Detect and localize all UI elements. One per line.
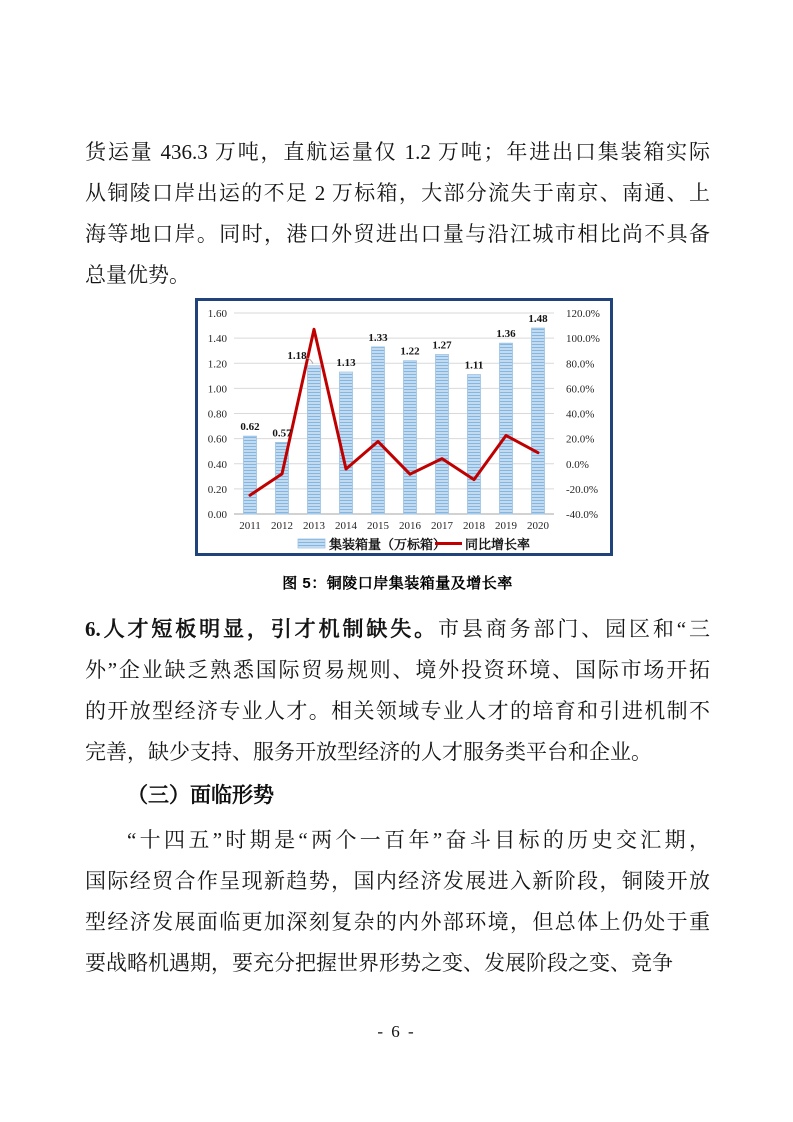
x-axis-label: 2016 (399, 520, 421, 532)
section-heading: （三）面临形势 (127, 783, 274, 807)
bar-value-label: 1.22 (400, 345, 420, 358)
text-line: 海等地口岸。同时，港口外贸进出口量与沿江城市相比尚不具备 (85, 222, 710, 246)
right-axis-tick-label: -20.0% (566, 483, 599, 496)
bar-value-label: 1.36 (496, 328, 516, 341)
x-axis-label: 2019 (495, 520, 517, 532)
x-axis-label: 2020 (527, 520, 549, 532)
text-line (85, 609, 710, 650)
left-axis-tick-label: 1.00 (207, 383, 227, 396)
legend-bar-label: 集装箱量（万标箱） (329, 537, 447, 552)
x-axis-label: 2017 (431, 520, 453, 532)
left-axis-tick-label: 1.20 (207, 358, 227, 371)
bold-lead-text: 6.人才短板明显，引才机制缺失。 (85, 617, 438, 641)
x-axis-label: 2015 (367, 520, 389, 532)
x-axis-label: 2011 (239, 520, 261, 532)
bar-2017 (436, 354, 449, 514)
left-axis-tick-label: 0.20 (207, 483, 227, 496)
right-axis-tick-label: 60.0% (566, 383, 595, 396)
bar-value-label: 1.13 (336, 357, 356, 370)
text-line: 完善，缺少支持、服务开放型经济的人才服务类平台和企业。 (85, 740, 652, 764)
paragraph-1 (85, 132, 710, 296)
text-line: 货运量 436.3 万吨，直航运量仅 1.2 万吨；年进出口集装箱实际 (85, 140, 710, 164)
left-axis-tick-label: 1.60 (207, 308, 227, 320)
text-segment: 市县商务部门、园区和“三 (437, 617, 710, 641)
text-line: 外”企业缺乏熟悉国际贸易规则、境外投资环境、国际市场开拓 (85, 658, 710, 682)
paragraph-2 (85, 609, 710, 773)
bar-value-label: 1.48 (528, 313, 548, 326)
page-number: - 6 - (377, 1022, 416, 1041)
left-axis-tick-label: 1.40 (207, 333, 227, 346)
bar-value-label: 0.62 (240, 421, 260, 434)
right-axis-tick-label: 120.0% (566, 308, 600, 320)
chart-canvas (198, 301, 610, 553)
right-axis-tick-label: 20.0% (566, 433, 595, 446)
right-axis-tick-label: 100.0% (566, 333, 600, 346)
bar-2018 (468, 375, 481, 514)
x-axis-label: 2012 (271, 520, 293, 532)
legend-bar-swatch (298, 539, 325, 548)
right-axis-tick-label: -40.0% (566, 509, 599, 521)
text-line: 的开放型经济专业人才。相关领域专业人才的培育和引进机制不 (85, 699, 710, 723)
bar-2015 (372, 347, 385, 514)
left-axis-tick-label: 0.00 (207, 509, 227, 521)
text-line: 要战略机遇期，要充分把握世界形势之变、发展阶段之变、竞争 (85, 951, 673, 975)
bar-value-label: 0.57 (272, 427, 292, 440)
right-axis-tick-label: 0.0% (566, 458, 589, 471)
text-line: 国际经贸合作呈现新趋势，国内经济发展进入新阶段，铜陵开放 (85, 869, 710, 893)
text-line: 总量优势。 (85, 263, 190, 287)
bar-2013 (308, 366, 321, 514)
bar-2011 (244, 436, 257, 514)
bar-2020 (532, 328, 545, 514)
left-axis-tick-label: 0.60 (207, 433, 227, 446)
x-axis-label: 2018 (463, 520, 485, 532)
text-line: 从铜陵口岸出运的不足 2 万标箱，大部分流失于南京、南通、上 (85, 181, 710, 205)
right-axis-tick-label: 80.0% (566, 358, 595, 371)
figure-caption: 图 5：铜陵口岸集装箱量及增长率 (282, 575, 513, 592)
x-axis-label: 2013 (303, 520, 325, 532)
bar-value-label: 1.11 (464, 359, 484, 372)
text-line: “十四五”时期是“两个一百年”奋斗目标的历史交汇期， (127, 828, 710, 852)
bar-2019 (500, 343, 513, 514)
paragraph-3 (85, 820, 710, 984)
bar-value-label: 1.33 (368, 331, 388, 344)
bar-2016 (404, 361, 417, 514)
legend-line-label: 同比增长率 (465, 537, 531, 552)
bar-value-label: 1.27 (432, 339, 452, 352)
figure-5-chart (195, 298, 613, 556)
text-line: 型经济发展面临更加深刻复杂的内外部环境，但总体上仍处于重 (85, 910, 710, 934)
bar-value-label: 1.18 (287, 349, 307, 362)
left-axis-tick-label: 0.80 (207, 408, 227, 421)
right-axis-tick-label: 40.0% (566, 408, 595, 421)
x-axis-label: 2014 (335, 520, 357, 532)
left-axis-tick-label: 0.40 (207, 458, 227, 471)
